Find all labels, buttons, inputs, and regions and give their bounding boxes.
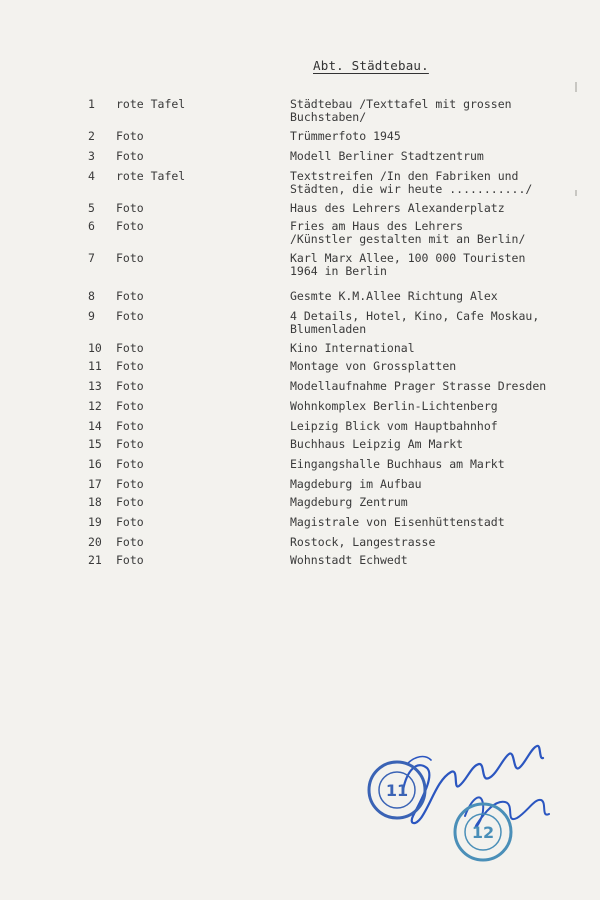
item-number: 19 — [88, 515, 102, 529]
item-number: 18 — [88, 495, 102, 509]
item-number: 17 — [88, 477, 102, 491]
item-number: 3 — [88, 149, 95, 163]
page-heading: Abt. Städtebau. — [313, 58, 429, 73]
item-description: Magistrale von Eisenhüttenstadt — [290, 515, 505, 529]
item-number: 13 — [88, 379, 102, 393]
item-type: Foto — [116, 457, 144, 471]
item-description: Gesmte K.M.Allee Richtung Alex — [290, 289, 498, 303]
item-description: Wohnstadt Echwedt — [290, 553, 408, 567]
item-description: Leipzig Blick vom Hauptbahnhof — [290, 419, 498, 433]
item-description: Fries am Haus des Lehrers /Künstler gestalten mit an Berlin/ — [290, 219, 526, 246]
item-number: 16 — [88, 457, 102, 471]
item-type: Foto — [116, 419, 144, 433]
item-description: Modell Berliner Stadtzentrum — [290, 149, 484, 163]
item-type: Foto — [116, 437, 144, 451]
item-type: Foto — [116, 477, 144, 491]
item-type: Foto — [116, 359, 144, 373]
item-description: Rostock, Langestrasse — [290, 535, 436, 549]
item-description: Magdeburg Zentrum — [290, 495, 408, 509]
item-number: 21 — [88, 553, 102, 567]
item-description: Trümmerfoto 1945 — [290, 129, 401, 143]
item-number: 20 — [88, 535, 102, 549]
item-type: rote Tafel — [116, 97, 186, 111]
item-number: 10 — [88, 341, 102, 355]
margin-mark — [575, 82, 577, 92]
item-number: 4 — [88, 169, 95, 183]
signature-stroke — [407, 757, 431, 764]
item-number: 11 — [88, 359, 102, 373]
item-number: 14 — [88, 419, 102, 433]
item-type: Foto — [116, 219, 144, 233]
item-description: Textstreifen /In den Fabriken und Städten, die wir heute .........../ — [290, 169, 533, 196]
item-number: 8 — [88, 289, 95, 303]
item-type: Foto — [116, 251, 144, 265]
item-type: Foto — [116, 515, 144, 529]
item-type: Foto — [116, 309, 144, 323]
item-description: Montage von Grossplatten — [290, 359, 457, 373]
item-number: 9 — [88, 309, 95, 323]
item-description: Buchhaus Leipzig Am Markt — [290, 437, 464, 451]
item-description: 4 Details, Hotel, Kino, Cafe Moskau, Blumenladen — [290, 309, 540, 336]
item-description: Kino International — [290, 341, 415, 355]
item-type: Foto — [116, 201, 144, 215]
item-number: 6 — [88, 219, 95, 233]
stamp-11 — [369, 762, 425, 818]
item-description: Karl Marx Allee, 100 000 Touristen 1964 in Berlin — [290, 251, 526, 278]
item-number: 2 — [88, 129, 95, 143]
item-number: 7 — [88, 251, 95, 265]
item-description: Eingangshalle Buchhaus am Markt — [290, 457, 505, 471]
item-type: rote Tafel — [116, 169, 186, 183]
item-type: Foto — [116, 129, 144, 143]
item-description: Städtebau /Texttafel mit grossen Buchstaben/ — [290, 97, 512, 124]
item-type: Foto — [116, 289, 144, 303]
stamps-and-signature — [355, 720, 585, 870]
item-type: Foto — [116, 149, 144, 163]
item-number: 5 — [88, 201, 95, 215]
item-type: Foto — [116, 553, 144, 567]
item-number: 12 — [88, 399, 102, 413]
item-type: Foto — [116, 535, 144, 549]
item-number: 15 — [88, 437, 102, 451]
item-type: Foto — [116, 495, 144, 509]
item-description: Haus des Lehrers Alexanderplatz — [290, 201, 505, 215]
item-type: Foto — [116, 341, 144, 355]
item-type: Foto — [116, 379, 144, 393]
item-description: Wohnkomplex Berlin-Lichtenberg — [290, 399, 498, 413]
item-type: Foto — [116, 399, 144, 413]
item-description: Magdeburg im Aufbau — [290, 477, 422, 491]
stamp-number: 12 — [471, 823, 495, 842]
stamp-number: 11 — [385, 781, 409, 800]
item-description: Modellaufnahme Prager Strasse Dresden — [290, 379, 547, 393]
item-number: 1 — [88, 97, 95, 111]
